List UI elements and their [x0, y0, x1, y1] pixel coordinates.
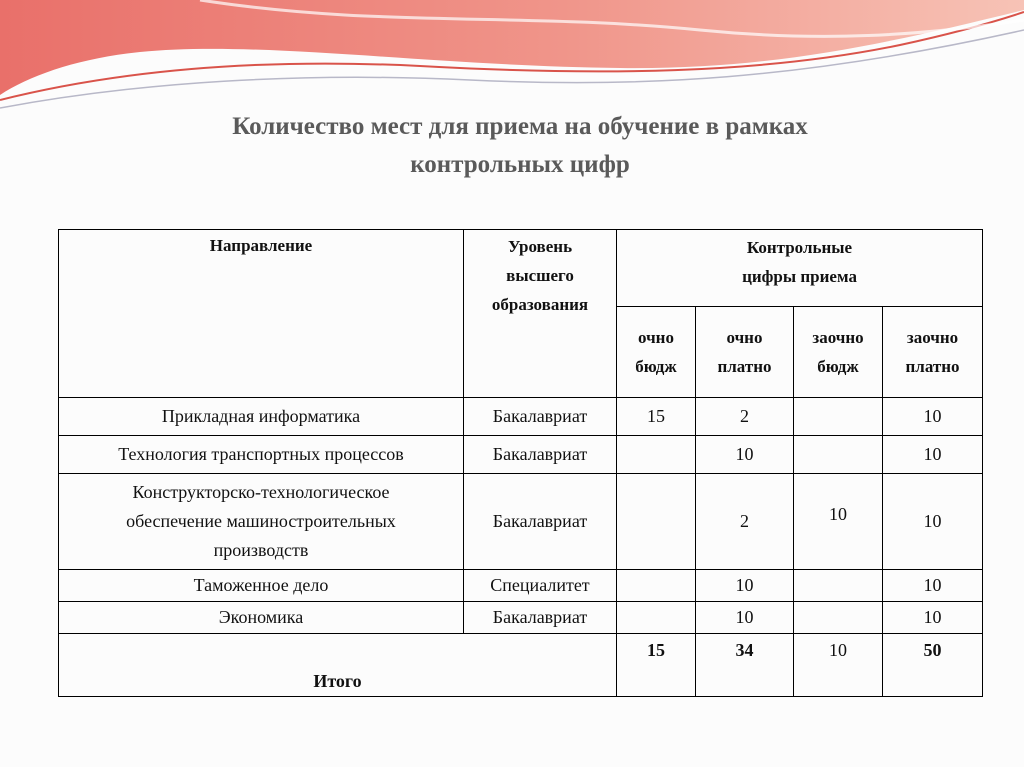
- cell-value: [794, 398, 883, 436]
- table-row: [59, 436, 983, 474]
- header-education-level-line3: образования: [491, 295, 589, 314]
- table-row: [59, 474, 983, 570]
- cell-value: 2: [696, 474, 794, 570]
- slide-title-line2: контрольных цифр: [410, 151, 630, 178]
- table-row: [59, 398, 983, 436]
- cell-direction: Прикладная информатика: [59, 398, 464, 436]
- cell-value: [794, 570, 883, 602]
- cell-value: [617, 602, 696, 634]
- table-row: [59, 602, 983, 634]
- cell-value: 10: [696, 436, 794, 474]
- cell-direction: Таможенное дело: [59, 570, 464, 602]
- cell-value: 10: [794, 474, 883, 570]
- cell-direction-line2: обеспечение машиностроительных: [126, 511, 396, 531]
- header-wave-decoration: [0, 0, 1024, 120]
- subheader-fulltime-paid: [696, 307, 794, 398]
- header-control-figures-line2: цифры приема: [742, 267, 857, 286]
- cell-value: 10: [883, 436, 983, 474]
- cell-value: 10: [883, 570, 983, 602]
- cell-level: Бакалавриат: [464, 602, 617, 634]
- subheader-line1: заочно: [906, 328, 959, 347]
- table-row: [59, 570, 983, 602]
- cell-value: 10: [696, 602, 794, 634]
- header-education-level: [464, 230, 617, 398]
- cell-level: Бакалавриат: [464, 398, 617, 436]
- header-direction: Направление: [59, 230, 464, 398]
- cell-value: 10: [696, 570, 794, 602]
- total-value: 15: [617, 634, 696, 697]
- cell-direction: [59, 474, 464, 570]
- cell-value: [617, 570, 696, 602]
- cell-direction: Экономика: [59, 602, 464, 634]
- header-control-figures: [617, 230, 983, 307]
- subheader-line2: платно: [717, 357, 772, 376]
- total-value: 10: [794, 634, 883, 697]
- cell-level: Бакалавриат: [464, 436, 617, 474]
- cell-value: 10: [883, 602, 983, 634]
- cell-level: Специалитет: [464, 570, 617, 602]
- subheader-line2: бюдж: [817, 357, 859, 376]
- subheader-line2: бюдж: [635, 357, 677, 376]
- subheader-line2: платно: [905, 357, 960, 376]
- cell-direction-line3: производств: [213, 540, 309, 560]
- header-control-figures-line1: Контрольные: [746, 238, 853, 257]
- subheader-distance-paid: [883, 307, 983, 398]
- slide-title: [150, 108, 890, 184]
- subheader-line1: заочно: [812, 328, 864, 347]
- slide-title-line1: Количество мест для приема на обучение в рамках: [232, 113, 808, 140]
- cell-value: 2: [696, 398, 794, 436]
- subheader-fulltime-budget: [617, 307, 696, 398]
- total-row: [59, 634, 983, 697]
- total-value: 34: [696, 634, 794, 697]
- subheader-line1: очно: [638, 328, 674, 347]
- total-label: Итого: [59, 634, 617, 697]
- cell-value: [617, 436, 696, 474]
- cell-value: [794, 436, 883, 474]
- cell-value: [794, 602, 883, 634]
- cell-value: 10: [883, 474, 983, 570]
- cell-value: 10: [883, 398, 983, 436]
- total-value: 50: [883, 634, 983, 697]
- header-education-level-line2: высшего: [506, 266, 574, 285]
- cell-direction-line1: Конструкторско-технологическое: [132, 482, 390, 502]
- subheader-line1: очно: [726, 328, 763, 347]
- cell-value: 15: [617, 398, 696, 436]
- subheader-distance-budget: [794, 307, 883, 398]
- cell-direction: Технология транспортных процессов: [59, 436, 464, 474]
- cell-value: [617, 474, 696, 570]
- header-education-level-line1: Уровень: [507, 237, 573, 256]
- cell-level: Бакалавриат: [464, 474, 617, 570]
- admission-quota-table: [58, 229, 983, 697]
